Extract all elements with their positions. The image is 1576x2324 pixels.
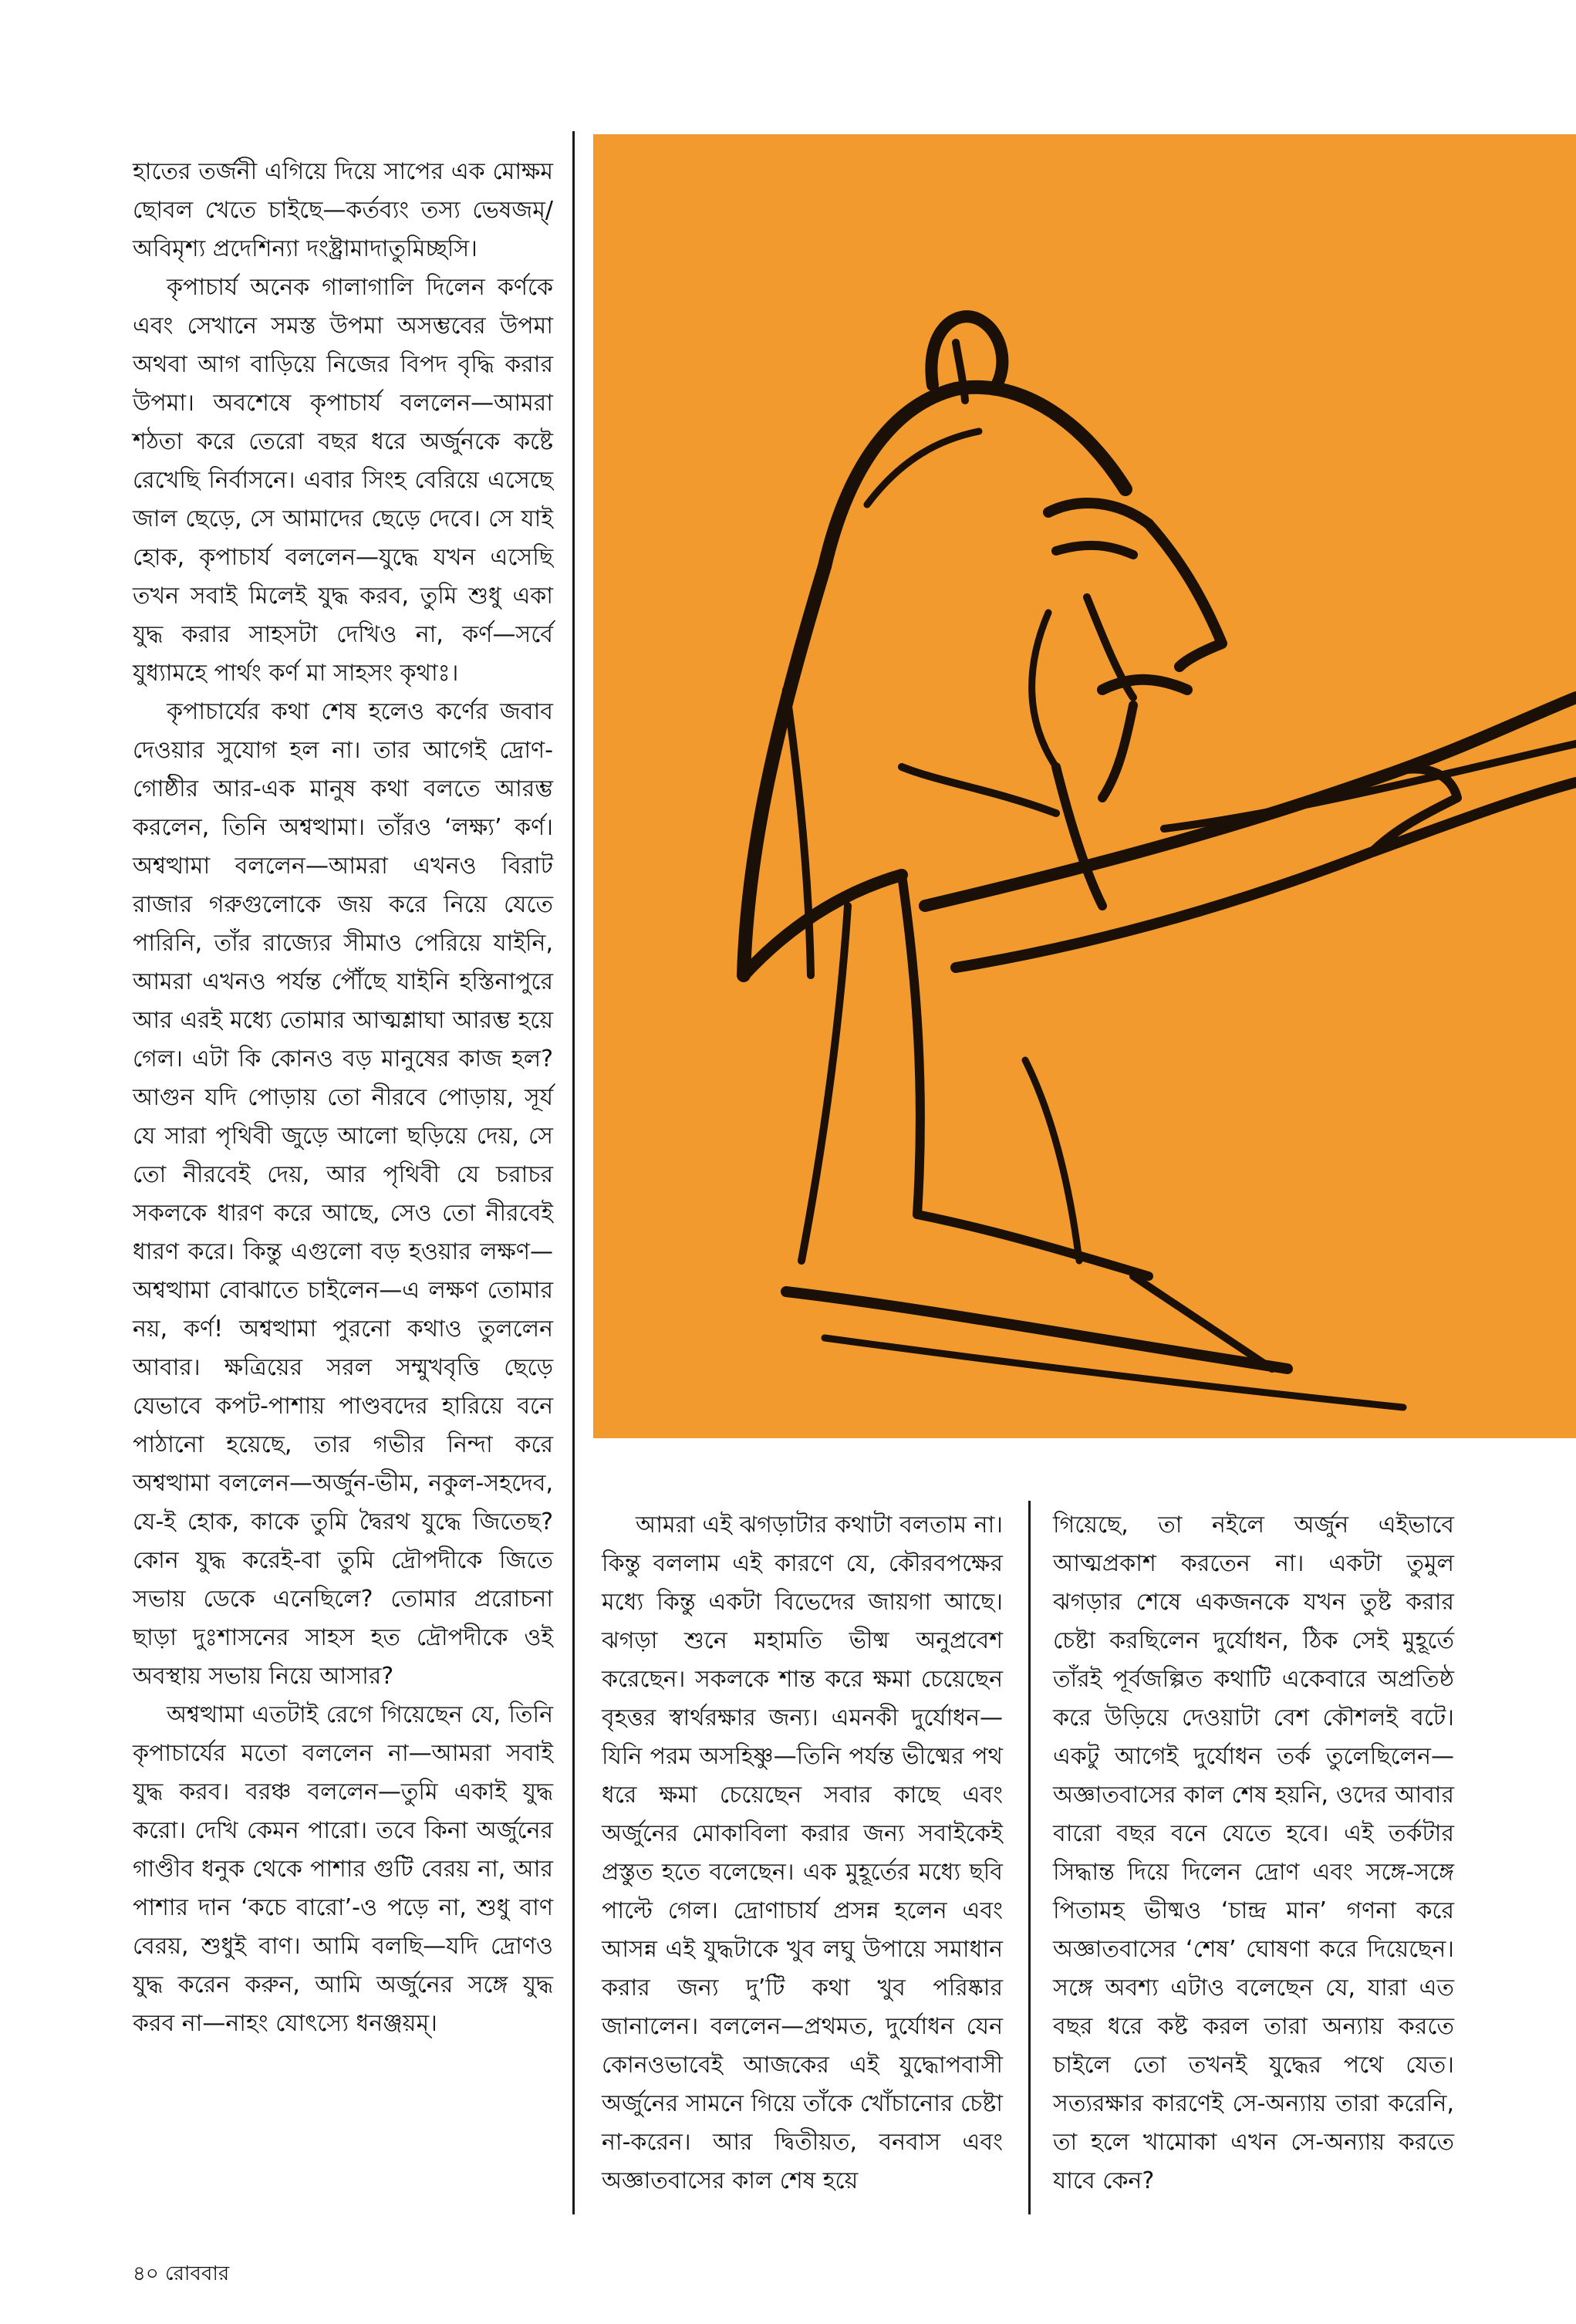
- paragraph: হাতের তর্জনী এগিয়ে দিয়ে সাপের এক মোক্ষম ছোবল খেতে চাইছে—কর্তব্যং তস্য ভেষজম্/অবিমৃশ্য প্রদেশিন্যা দংষ্ট্রামাদাতুমিচ্ছসি।: [133, 158, 553, 262]
- paragraph: আমরা এই ঝগড়াটার কথাটা বলতাম না। কিন্তু বললাম এই কারণে যে, কৌরবপক্ষের মধ্যে কিন্তু একটা বিভেদের জায়গা আছে। ঝগড়া শুনে মহামতি ভীষ্ম অনুপ্রবেশ করেছেন। সকলকে শান্ত করে ক্ষমা চেয়েছেন বৃহত্তর স্বার্থরক্ষার জন্য। এমনকী দুর্যোধন—যিনি পরম অসহিষ্ণু—তিনি পর্যন্ত ভীষ্মের পথ ধরে ক্ষমা চেয়েছেন সবার কাছে এবং অর্জুনের মোকাবিলা করার জন্য সবাইকেই প্রস্তুত হতে বলেছেন। এক মুহূর্তের মধ্যে ছবি পাল্টে গেল। দ্রোণাচার্য প্রসন্ন হলেন এবং আসন্ন এই যুদ্ধটাকে খুব লঘু উপায়ে সমাধান করার জন্য দু’টি কথা খুব পরিষ্কার জানালেন। বললেন—প্রথমত, দুর্যোধন যেন কোনওভাবেই আজকের এই যুদ্ধোপবাসী অর্জুনের সামনে গিয়ে তাঁকে খোঁচানোর চেষ্টা না-করেন। আর দ্বিতীয়ত, বনবাস এবং অজ্ঞাতবাসের কাল শেষ হয়ে: [602, 1512, 1003, 2194]
- paragraph: অশ্বত্থামা এতটাই রেগে গিয়েছেন যে, তিনি কৃপাচার্যের মতো বললেন না—আমরা সবাই যুদ্ধ করব। বরঞ্চ বললেন—তুমি একাই যুদ্ধ করো। দেখি কেমন পারো। তবে কিনা অর্জুনের গাণ্ডীব ধনুক থেকে পাশার গুটি বেরয় না, আর পাশার দান ‘কচে বারো’-ও পড়ে না, শুধু বাণ বেরয়, শুধুই বাণ। আমি বলছি—যদি দ্রোণও যুদ্ধ করেন করুন, আমি অর্জুনের সঙ্গে যুদ্ধ করব না—নাহং যোৎস্যে ধনঞ্জয়ম্।: [133, 1701, 553, 2037]
- paragraph: কৃপাচার্যের কথা শেষ হলেও কর্ণের জবাব দেওয়ার সুযোগ হল না। তার আগেই দ্রোণ-গোষ্ঠীর আর-এক মানুষ কথা বলতে আরম্ভ করলেন, তিনি অশ্বত্থামা। তাঁরও ‘লক্ষ্য’ কর্ণ। অশ্বত্থামা বললেন—আমরা এখনও বিরাট রাজার গরুগুলোকে জয় করে নিয়ে যেতে পারিনি, তাঁর রাজ্যের সীমাও পেরিয়ে যাইনি, আমরা এখনও পর্যন্ত পৌঁছে যাইনি হস্তিনাপুরে আর এরই মধ্যে তোমার আত্মশ্লাঘা আরম্ভ হয়ে গেল। এটা কি কোনও বড় মানুষের কাজ হল? আগুন যদি পোড়ায় তো নীরবে পোড়ায়, সূর্য যে সারা পৃথিবী জুড়ে আলো ছড়িয়ে দেয়, সে তো নীরবেই দেয়, আর পৃথিবী যে চরাচর সকলকে ধারণ করে আছে, সেও তো নীরবেই ধারণ করে। কিন্তু এগুলো বড় হওয়ার লক্ষণ—অশ্বত্থামা বোঝাতে চাইলেন—এ লক্ষণ তোমার নয়, কর্ণ! অশ্বত্থামা পুরনো কথাও তুললেন আবার। ক্ষত্রিয়ের সরল সম্মুখবৃত্তি ছেড়ে যেভাবে কপট-পাশায় পাণ্ডবদের হারিয়ে বনে পাঠানো হয়েছে, তার গভীর নিন্দা করে অশ্বত্থামা বললেন—অর্জুন-ভীম, নকুল-সহদেব, যে-ই হোক, কাকে তুমি দ্বৈরথ যুদ্ধে জিতেছ? কোন যুদ্ধ করেই-বা তুমি দ্রৌপদীকে জিতে সভায় ডেকে এনেছিলে? তোমার প্ররোচনা ছাড়া দুঃশাসনের সাহস হত দ্রৌপদীকে ওই অবস্থায় সভায় নিয়ে আসার?: [133, 698, 553, 1690]
- sketch-of-warrior-pointing: [593, 134, 1576, 1438]
- column-divider: [1028, 1501, 1031, 2214]
- article-column-middle: [602, 1506, 1003, 2201]
- paragraph: গিয়েছে, তা নইলে অর্জুন এইভাবে আত্মপ্রকাশ করতেন না। একটা তুমুল ঝগড়ার শেষে একজনকে যখন তুষ্ট করার চেষ্টা করছিলেন দুর্যোধন, ঠিক সেই মুহূর্তে তাঁরই পূর্বজল্পিত কথাটি একেবারে অপ্রতিষ্ঠ করে উড়িয়ে দেওয়াটা বেশ কৌশলই বটে। একটু আগেই দুর্যোধন তর্ক তুলেছিলেন—অজ্ঞাতবাসের কাল শেষ হয়নি, ওদের আবার বারো বছর বনে যেতে হবে। এই তর্কটার সিদ্ধান্ত দিয়ে দিলেন দ্রোণ এবং সঙ্গে-সঙ্গে পিতামহ ভীষ্মও ‘চান্দ্র মান’ গণনা করে অজ্ঞাতবাসের ‘শেষ’ ঘোষণা করে দিয়েছেন। সঙ্গে অবশ্য এটাও বলেছেন যে, যারা এত বছর ধরে কষ্ট করল তারা অন্যায় করতে চাইলে তো তখনই যুদ্ধের পথে যেত। সত্যরক্ষার কারণেই সে-অন্যায় তারা করেনি, তা হলে খামোকা এখন সে-অন্যায় করতে যাবে কেন?: [1053, 1512, 1454, 2194]
- illustration: [593, 134, 1576, 1438]
- page-folio: ৪০ রোববার: [133, 2262, 230, 2285]
- column-divider: [572, 131, 575, 2214]
- paragraph: কৃপাচার্য অনেক গালাগালি দিলেন কর্ণকে এবং সেখানে সমস্ত উপমা অসম্ভবের উপমা অথবা আগ বাড়িয়ে নিজের বিপদ বৃদ্ধি করার উপমা। অবশেষে কৃপাচার্য বললেন—আমরা শঠতা করে তেরো বছর ধরে অর্জুনকে কষ্টে রেখেছি নির্বাসনে। এবার সিংহ বেরিয়ে এসেছে জাল ছেড়ে, সে আমাদের ছেড়ে দেবে। সে যাই হোক, কৃপাচার্য বললেন—যুদ্ধে যখন এসেছি তখন সবাই মিলেই যুদ্ধ করব, তুমি শুধু একা যুদ্ধ করার সাহসটা দেখিও না, কর্ণ—সর্বে যুধ্যামহে পার্থং কর্ণ মা সাহসং কৃথাঃ।: [133, 274, 553, 687]
- article-column-right: [1053, 1506, 1454, 2201]
- article-column-left: [133, 153, 553, 2043]
